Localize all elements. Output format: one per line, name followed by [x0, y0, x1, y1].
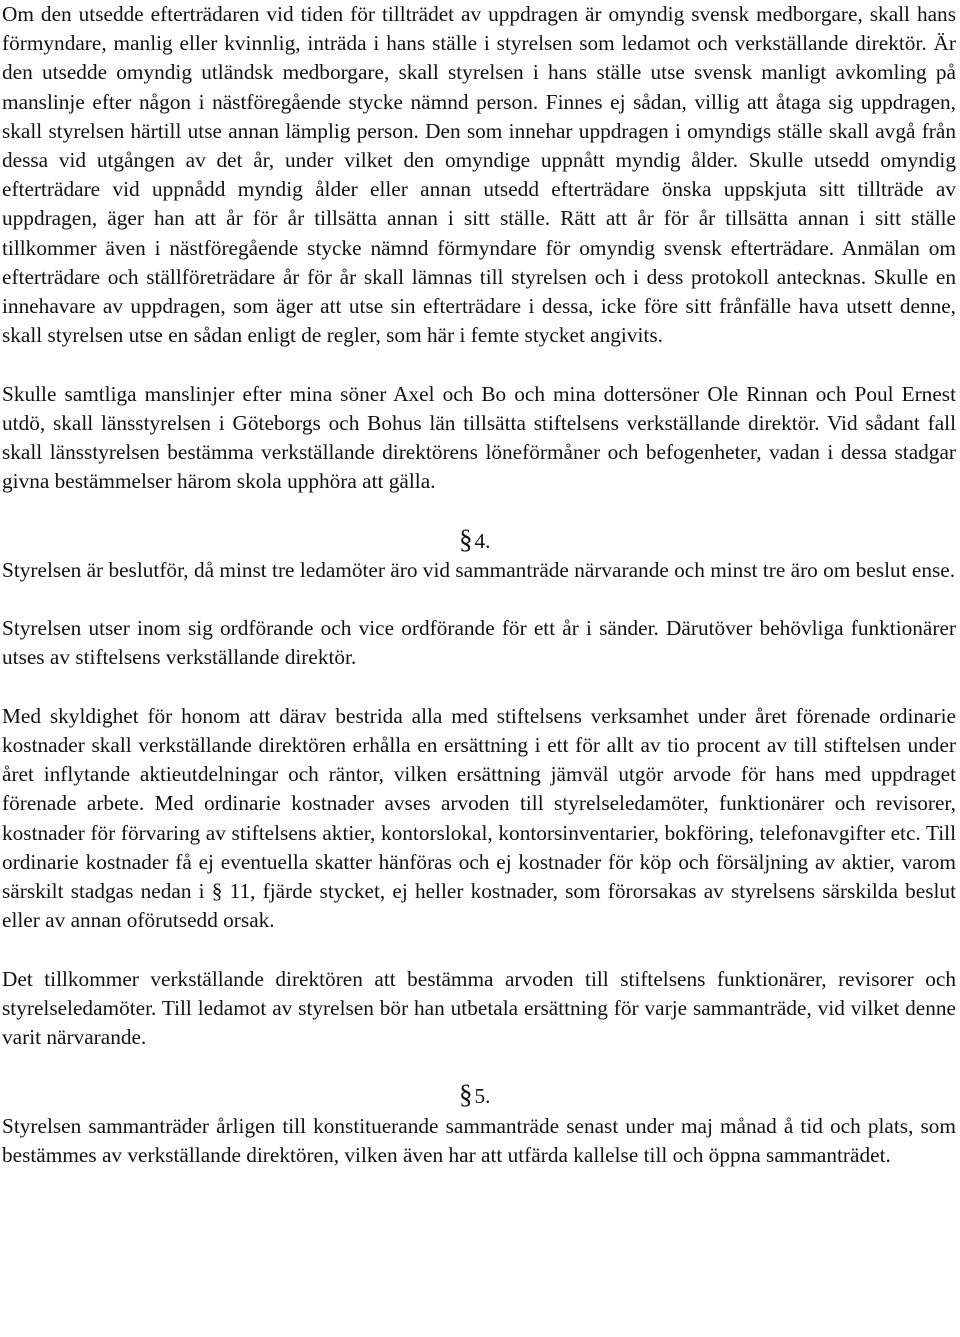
paragraph-fees: Det tillkommer verkställande direktören att bestämma arvoden till stiftelsens funktionärer, revisorer och styrelseledamöter. Till ledamot av styrelsen bör han utbetala ersättning för varje sammanträde, vid vilket denne varit närvarande. — [2, 966, 956, 1050]
paragraph-gap — [2, 496, 956, 525]
section-sign: § — [459, 1079, 473, 1110]
paragraph-chairman: Styrelsen utser inom sig ordförande och vice ordförande för ett år i sänder. Därutöver behövliga funktionärer utses av stiftelsens verkställande direktör. — [2, 616, 956, 670]
paragraph-gap — [2, 673, 956, 702]
paragraph-gap — [2, 350, 956, 379]
section-4-heading — [2, 523, 956, 556]
section-5-number: 5. — [474, 1084, 491, 1109]
section-5-heading — [2, 1081, 956, 1111]
paragraph-county-board: Skulle samtliga manslinjer efter mina söner Axel och Bo och mina dottersöner Ole Rinnan och Poul Ernest utdö, skall länsstyrelsen i Göteborgs och Bohus län tillsätta stiftelsens verkställande direktör. Vid sådant fall skall länsstyrelsen bestämma verkställande direktörens löneförmåner och befogenheter, vadan i dessa stadgar givna bestämmelser härom skola upphöra att gälla. — [2, 381, 956, 494]
section-sign: § — [459, 523, 473, 554]
paragraph-quorum: Styrelsen är beslutför, då minst tre ledamöter äro vid sammanträde närvarande och minst tre äro om beslut ense. — [2, 557, 956, 582]
paragraph-meetings: Styrelsen sammanträder årligen till konstituerande sammanträde senast under maj månad å tid och plats, som bestämmes av verkställande direktören, vilken även har att utfärda kallelse till och öppna sammanträdet. — [2, 1113, 956, 1167]
document-page — [2, 0, 956, 1170]
paragraph-gap — [2, 935, 956, 964]
paragraph-successor-rules: Om den utsedde efterträdaren vid tiden för tillträdet av uppdragen är omyndig svensk medborgare, skall hans förmyndare, manlig eller kvinnlig, inträda i hans ställe i styrelsen som ledamot och verkställande direktör. Är den utsedde omyndig utländsk medborgare, skall styrelsen i hans ställe utse svensk manligt avkomling på manslinje efter någon i nästföregående stycke nämnd person. Finnes ej sådan, villig att åtaga sig uppdragen, skall styrelsen härtill utse annan lämplig person. Den som innehar uppdragen i omyndigs ställe skall avgå från dessa vid utgången av det år, under vilket den omyndige uppnått myndig ålder. Skulle utsedd omyndig efterträdare vid uppnådd myndig ålder eller annan utsedd efterträdare önska uppskjuta sitt tillträde av uppdragen, äger han att år för år tillsätta annan i sitt ställe. Rätt att år för år tillsätta annan i sitt ställe tillkommer även i nästföregående stycke nämnd förmyndare för omyndig svensk efterträdare. Anmälan om efterträdare och ställföreträdare år för år skall lämnas till styrelsen och i dess protokoll antecknas. Skulle en innehavare av uppdragen, som äger att utse sin efterträdare i dessa, icke före sitt frånfälle hava utsett denne, skall styrelsen utse en sådan enligt de regler, som här i femte stycket angivits. — [2, 2, 956, 348]
paragraph-gap — [2, 585, 956, 614]
section-4-number: 4. — [474, 528, 491, 553]
paragraph-gap — [2, 1052, 956, 1081]
paragraph-compensation: Med skyldighet för honom att därav bestrida alla med stiftelsens verksamhet under året förenade ordinarie kostnader skall verkställande direktören erhålla en ersättning i ett för allt av tio procent av till stiftelsen under året inflytande aktieutdelningar och räntor, vilken ersättning jämväl utgör arvode för hans med uppdraget förenade arbete. Med ordinarie kostnader avses arvoden till styrelseledamöter, funktionärer och revisorer, kostnader för förvaring av stiftelsens aktier, kontorslokal, kontorsinventarier, bokföring, telefonavgifter etc. Till ordinarie kostnader få ej eventuella skatter hänföras och ej kostnader för köp och försäljning av aktier, varom särskilt stadgas nedan i § 11, fjärde stycket, ej heller kostnader, som förorsakas av styrelsens särskilda beslut eller av annan oförutsedd orsak. — [2, 703, 956, 933]
